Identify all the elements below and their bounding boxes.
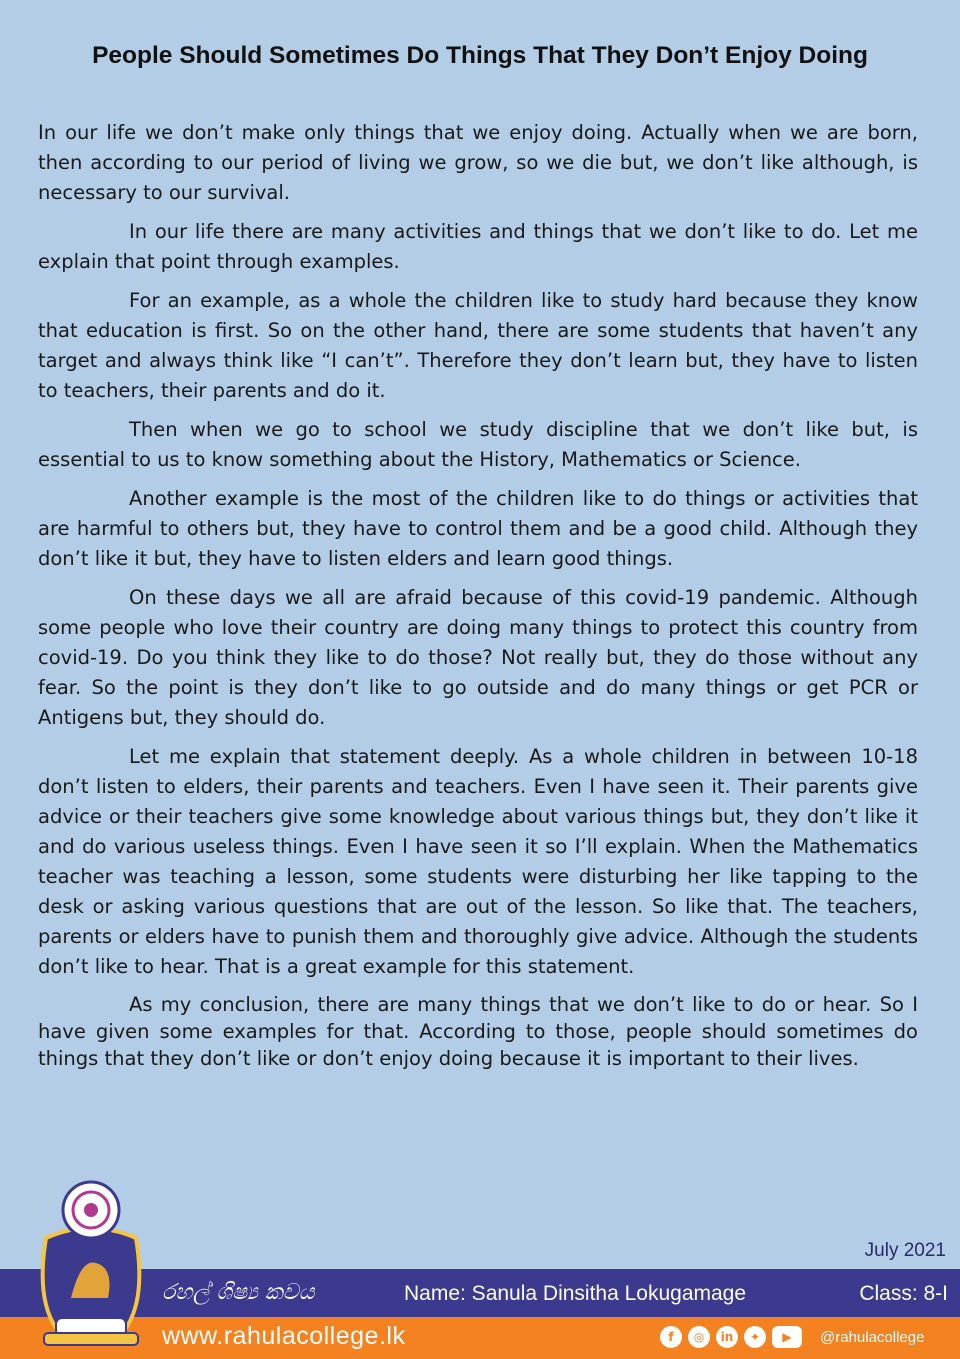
sinhala-magazine-title: රහල් ශිෂ්‍ය කවය (162, 1280, 315, 1305)
student-class: Class: 8-I (859, 1282, 948, 1305)
website-link[interactable]: www.rahulacollege.lk (162, 1322, 406, 1350)
paragraph-7: Let me explain that statement deeply. As a whole children in between 10-18 don’t listen to elders, their parents and teachers. Even I have seen it. Their parents give advice or their teachers give some knowledge about various things but, they don’t like it and do various useless things. Even I have seen it so I’ll explain. When the Mathematics teacher was teaching a lesson, some students were disturbing her like tapping to the desk or asking various questions that are out of the lesson. So like that. The teachers, parents or elders have to punish them and thoroughly give advice. Although the students don’t like to hear. That is a great example for this statement. (38, 745, 918, 978)
college-crest-logo (26, 1178, 156, 1350)
paragraph-2: In our life there are many activities and things that we don’t like to do. Let me explain that point through examples. (38, 220, 918, 273)
twitter-icon[interactable]: ✦ (744, 1326, 766, 1348)
publication-date: July 2021 (864, 1240, 946, 1261)
student-name: Name: Sanula Dinsitha Lokugamage (404, 1282, 747, 1305)
page-title: People Should Sometimes Do Things That They Don’t Enjoy Doing (92, 42, 868, 69)
social-handle: @rahulacollege (820, 1329, 925, 1346)
paragraph-1: In our life we don’t make only things that we enjoy doing. Actually when we are born, then according to our period of living we grow, so we die but, we don’t like although, is necessary to our survival. (38, 121, 918, 204)
paragraph-8: As my conclusion, there are many things that we don’t like to do or hear. So I have given some examples for that. According to those, people should sometimes do things that they don’t like or don’t enjoy doing because it is important to their lives. (38, 993, 918, 1070)
instagram-icon[interactable]: ◎ (688, 1326, 710, 1348)
facebook-icon[interactable]: f (660, 1326, 682, 1348)
paragraph-4: Then when we go to school we study discipline that we don’t like but, is essential to us to know something about the History, Mathematics or Science. (38, 418, 918, 471)
essay-body (38, 118, 918, 1081)
social-icons (660, 1326, 802, 1348)
paragraph-6: On these days we all are afraid because of this covid-19 pandemic. Although some people who love their country are doing many things to protect this country from covid-19. Do you think they like to do those? Not really but, they do those without any fear. So the point is they don’t like to go outside and do many things or get PCR or Antigens but, they should do. (38, 586, 918, 729)
paragraph-3: For an example, as a whole the children like to study hard because they know that education is first. So on the other hand, there are some students that haven’t any target and always think like “I can’t”. Therefore they don’t learn but, they have to listen to teachers, their parents and do it. (38, 289, 918, 402)
paragraph-5: Another example is the most of the children like to do things or activities that are harmful to others but, they have to control them and be a good child. Although they don’t like it but, they have to listen elders and learn good things. (38, 487, 918, 570)
linkedin-icon[interactable]: in (716, 1326, 738, 1348)
youtube-icon[interactable]: ▶ (772, 1326, 802, 1348)
